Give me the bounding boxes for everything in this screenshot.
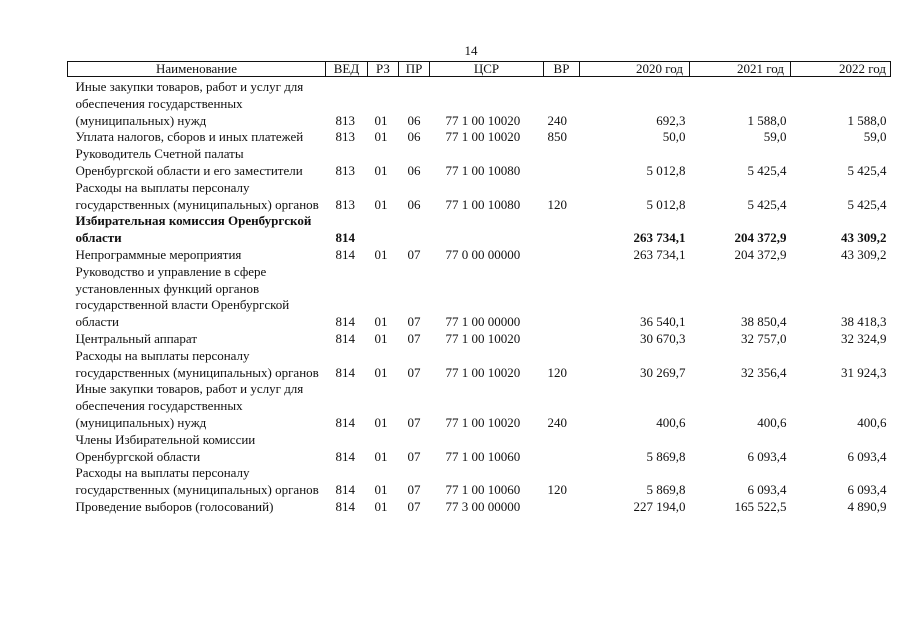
row-amount-2022: 32 324,9 bbox=[841, 330, 887, 346]
table-row bbox=[68, 146, 891, 180]
row-name: Непрограммные мероприятия bbox=[75, 246, 242, 262]
row-ved: 814 bbox=[335, 330, 355, 346]
row-name: Члены Избирательной комиссии Оренбургской области bbox=[75, 431, 256, 464]
row-ved: 813 bbox=[335, 162, 355, 178]
row-amount-2020: 30 269,7 bbox=[640, 364, 686, 380]
row-amount-2021: 59,0 bbox=[763, 129, 787, 145]
row-amount-2020: 263 734,1 bbox=[633, 230, 686, 246]
row-name: Проведение выборов (голосований) bbox=[75, 498, 274, 514]
row-pr: 07 bbox=[407, 414, 421, 430]
row-rz: 01 bbox=[374, 246, 388, 262]
column-header-rz: РЗ bbox=[368, 62, 399, 77]
row-csr: 77 1 00 10020 bbox=[445, 364, 521, 380]
table-header-row bbox=[68, 62, 891, 77]
row-vr bbox=[544, 247, 580, 264]
row-vr: 120 bbox=[547, 364, 567, 380]
row-pr: 07 bbox=[407, 246, 421, 262]
row-ved: 814 bbox=[335, 364, 355, 380]
row-amount-2022: 5 425,4 bbox=[847, 162, 887, 178]
row-amount-2020: 50,0 bbox=[662, 129, 686, 145]
budget-table bbox=[67, 61, 891, 516]
row-name: Иные закупки товаров, работ и услуг для обеспечения государственных (муниципальных) нужд bbox=[75, 381, 304, 430]
row-rz: 01 bbox=[374, 129, 388, 145]
row-amount-2020: 36 540,1 bbox=[640, 314, 686, 330]
row-vr bbox=[544, 146, 580, 180]
row-pr: 06 bbox=[407, 129, 421, 145]
row-csr: 77 1 00 10020 bbox=[445, 330, 521, 346]
row-rz: 01 bbox=[374, 196, 388, 212]
row-amount-2020: 263 734,1 bbox=[633, 246, 686, 262]
row-pr: 07 bbox=[407, 448, 421, 464]
table-row bbox=[68, 77, 891, 130]
row-amount-2021: 165 522,5 bbox=[734, 498, 787, 514]
column-header-2021: 2021 год bbox=[690, 62, 791, 77]
row-amount-2020: 5 869,8 bbox=[646, 448, 686, 464]
row-amount-2021: 32 757,0 bbox=[741, 330, 787, 346]
row-name: Расходы на выплаты персоналу государственных (муниципальных) органов bbox=[75, 347, 319, 380]
row-ved: 814 bbox=[335, 482, 355, 498]
row-amount-2021: 400,6 bbox=[757, 414, 787, 430]
row-amount-2020: 30 670,3 bbox=[640, 330, 686, 346]
row-pr: 07 bbox=[407, 364, 421, 380]
row-csr: 77 1 00 00000 bbox=[445, 314, 521, 330]
row-amount-2021: 204 372,9 bbox=[734, 246, 787, 262]
row-rz: 01 bbox=[374, 330, 388, 346]
row-amount-2021: 204 372,9 bbox=[734, 230, 787, 246]
row-amount-2022: 4 890,9 bbox=[847, 498, 887, 514]
row-pr: 06 bbox=[407, 112, 421, 128]
row-ved: 813 bbox=[335, 129, 355, 145]
row-amount-2021: 5 425,4 bbox=[747, 196, 787, 212]
row-csr: 77 1 00 10080 bbox=[445, 162, 521, 178]
row-pr: 06 bbox=[407, 162, 421, 178]
column-header-pr: ПР bbox=[399, 62, 430, 77]
row-amount-2022: 38 418,3 bbox=[841, 314, 887, 330]
row-amount-2020: 5 012,8 bbox=[646, 196, 686, 212]
row-vr bbox=[544, 432, 580, 466]
row-ved: 814 bbox=[335, 314, 355, 330]
row-vr: 120 bbox=[547, 482, 567, 498]
row-csr: 77 1 00 10060 bbox=[445, 448, 521, 464]
row-name: Центральный аппарат bbox=[75, 330, 198, 346]
column-header-2022: 2022 год bbox=[791, 62, 891, 77]
page-number: 14 bbox=[464, 43, 478, 58]
row-vr: 850 bbox=[547, 129, 567, 145]
row-ved: 814 bbox=[335, 498, 355, 514]
row-csr: 77 1 00 10020 bbox=[445, 414, 521, 430]
row-vr bbox=[544, 213, 580, 247]
row-csr: 77 1 00 10080 bbox=[445, 196, 521, 212]
row-rz: 01 bbox=[374, 162, 388, 178]
row-rz: 01 bbox=[374, 482, 388, 498]
row-amount-2021: 6 093,4 bbox=[747, 448, 787, 464]
row-csr: 77 1 00 10020 bbox=[445, 112, 521, 128]
row-vr: 240 bbox=[547, 112, 567, 128]
row-csr: 77 0 00 00000 bbox=[445, 246, 521, 262]
table-row bbox=[68, 331, 891, 348]
row-pr: 07 bbox=[407, 498, 421, 514]
row-vr bbox=[544, 331, 580, 348]
row-amount-2021: 6 093,4 bbox=[747, 482, 787, 498]
row-vr: 120 bbox=[547, 196, 567, 212]
column-header-2020: 2020 год bbox=[580, 62, 690, 77]
row-pr: 07 bbox=[407, 314, 421, 330]
row-vr: 240 bbox=[547, 414, 567, 430]
row-amount-2022: 31 924,3 bbox=[841, 364, 887, 380]
table-row bbox=[68, 499, 891, 516]
table-row bbox=[68, 348, 891, 382]
table-row bbox=[68, 129, 891, 146]
table-row bbox=[68, 381, 891, 431]
row-name: Иные закупки товаров, работ и услуг для обеспечения государственных (муниципальных) нужд bbox=[75, 79, 304, 128]
column-header-vr: ВР bbox=[544, 62, 580, 77]
row-amount-2022: 59,0 bbox=[863, 129, 887, 145]
row-ved: 814 bbox=[335, 448, 355, 464]
table-row bbox=[68, 180, 891, 214]
column-header-name: Наименование bbox=[68, 62, 326, 77]
row-pr: 07 bbox=[407, 482, 421, 498]
row-amount-2021: 32 356,4 bbox=[741, 364, 787, 380]
row-amount-2022: 400,6 bbox=[857, 414, 887, 430]
row-amount-2022: 1 588,0 bbox=[847, 112, 887, 128]
row-amount-2022: 6 093,4 bbox=[847, 448, 887, 464]
row-csr: 77 3 00 00000 bbox=[445, 498, 521, 514]
table-row-section-heading bbox=[68, 213, 891, 247]
row-amount-2022: 6 093,4 bbox=[847, 482, 887, 498]
row-name: Руководитель Счетной палаты Оренбургской области и его заместители bbox=[75, 146, 303, 178]
table-row bbox=[68, 432, 891, 466]
row-amount-2020: 5 012,8 bbox=[646, 162, 686, 178]
row-amount-2020: 227 194,0 bbox=[633, 498, 686, 514]
row-ved: 814 bbox=[335, 246, 355, 262]
row-ved: 813 bbox=[335, 112, 355, 128]
row-rz bbox=[368, 213, 399, 247]
row-vr bbox=[544, 264, 580, 331]
row-rz: 01 bbox=[374, 364, 388, 380]
row-rz: 01 bbox=[374, 314, 388, 330]
row-rz: 01 bbox=[374, 112, 388, 128]
row-pr: 06 bbox=[407, 196, 421, 212]
row-vr bbox=[544, 499, 580, 516]
row-ved: 814 bbox=[335, 414, 355, 430]
row-ved: 813 bbox=[335, 196, 355, 212]
row-amount-2020: 5 869,8 bbox=[646, 482, 686, 498]
row-name: Избирательная комиссия Оренбургской области bbox=[75, 213, 312, 246]
row-name: Руководство и управление в сфере установленных функций органов государственной власти Оренбургской области bbox=[75, 263, 290, 330]
row-pr bbox=[399, 213, 430, 247]
row-csr: 77 1 00 10060 bbox=[445, 482, 521, 498]
row-amount-2022: 43 309,2 bbox=[841, 246, 887, 262]
row-name: Расходы на выплаты персоналу государственных (муниципальных) органов bbox=[75, 465, 319, 498]
row-csr: 77 1 00 10020 bbox=[445, 129, 521, 145]
row-amount-2022: 5 425,4 bbox=[847, 196, 887, 212]
row-amount-2020: 400,6 bbox=[656, 414, 686, 430]
row-name: Расходы на выплаты персоналу государственных (муниципальных) органов bbox=[75, 179, 319, 212]
row-amount-2021: 38 850,4 bbox=[741, 314, 787, 330]
row-amount-2021: 5 425,4 bbox=[747, 162, 787, 178]
row-name: Уплата налогов, сборов и иных платежей bbox=[75, 129, 304, 145]
row-rz: 01 bbox=[374, 414, 388, 430]
row-amount-2021: 1 588,0 bbox=[747, 112, 787, 128]
row-rz: 01 bbox=[374, 498, 388, 514]
row-amount-2020: 692,3 bbox=[656, 112, 686, 128]
column-header-ved: ВЕД bbox=[326, 62, 368, 77]
row-amount-2022: 43 309,2 bbox=[841, 230, 887, 246]
table-row bbox=[68, 465, 891, 499]
row-csr bbox=[430, 213, 544, 247]
row-ved: 814 bbox=[335, 230, 355, 246]
column-header-csr: ЦСР bbox=[430, 62, 544, 77]
row-rz: 01 bbox=[374, 448, 388, 464]
table-row bbox=[68, 247, 891, 264]
row-pr: 07 bbox=[407, 330, 421, 346]
table-row bbox=[68, 264, 891, 331]
